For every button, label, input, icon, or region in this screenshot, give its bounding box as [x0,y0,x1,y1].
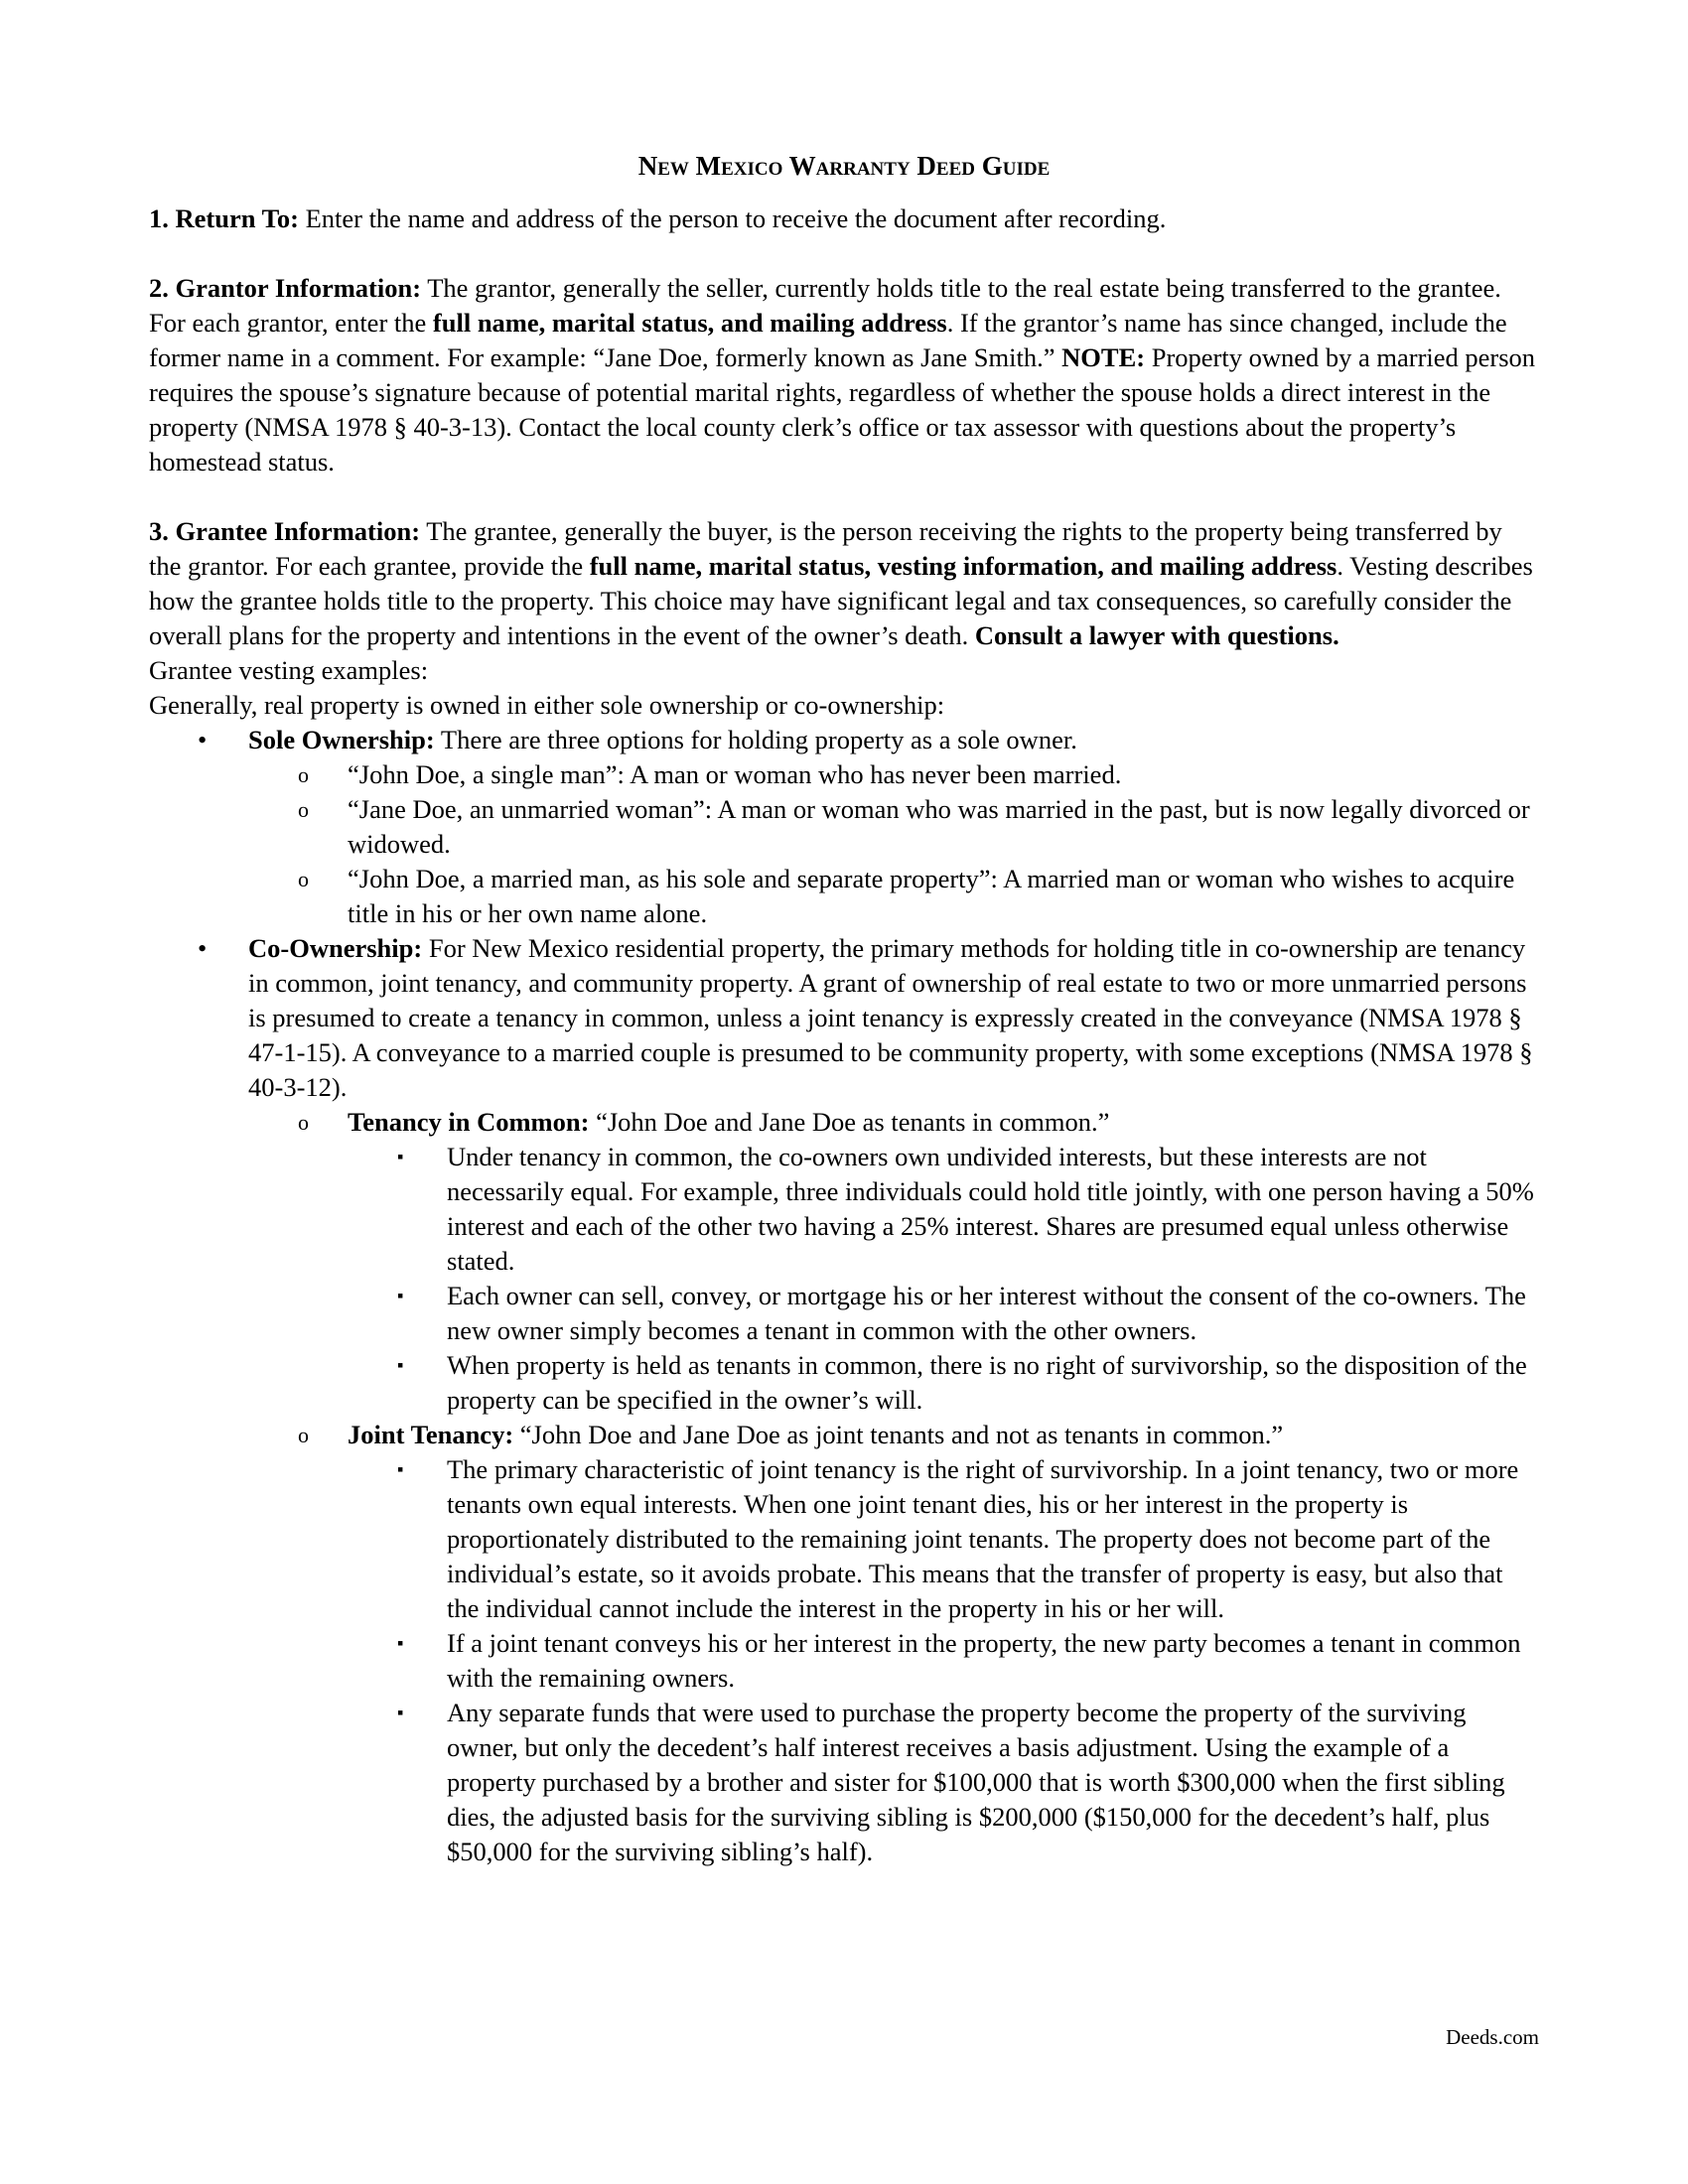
circle-bullet-icon: o [298,762,309,787]
note-label: NOTE: [1061,342,1146,372]
section-grantee-information: 3. Grantee Information: The grantee, generally the buyer, is the person receiving the rights to the property being transferred by the grantor. For each grantee, provide the full name, marital status, vesting information, and mailing address. Vesting describes how the grantee holds title to the property. This choice may have significant legal and tax consequences, so carefully consider the overall plans for the property and intentions in the event of the owner’s death. Consult a lawyer with questions. [149,516,1533,650]
footer-brand: Deeds.com [1446,2025,1539,2049]
vesting-intro: Generally, real property is owned in either sole ownership or co-ownership: [149,690,945,720]
section-return-to: 1. Return To: Enter the name and address of the person to receive the document after recording. [149,204,1167,233]
list-item: ▪ If a joint tenant conveys his or her interest in the property, the new party becomes a tenant in common with the remaining owners. [397,1628,1521,1693]
vesting-label: Grantee vesting examples: [149,655,429,685]
list-item: o “John Doe, a single man”: A man or woman who has never been married. [149,757,1539,792]
section-grantor-information: 2. Grantor Information: The grantor, generally the seller, currently holds title to the real estate being transferred to the grantee. For each grantor, enter the full name, marital status, and mailing address. If the grantor’s name has since changed, include the former name in a comment. For example: “Jane Doe, formerly known as Jane Smith.” NOTE: Property owned by a married person requires the spouse’s signature because of potential marital rights, regardless of whether the spouse holds a direct interest in the property (NMSA 1978 § 40-3-13). Contact the local county clerk’s office or tax assessor with questions about the property’s homestead status. [149,273,1536,477]
square-bullet-icon: ▪ [397,1355,404,1375]
square-bullet-icon: ▪ [397,1286,404,1305]
list-item: ▪ The primary characteristic of joint tenancy is the right of survivorship. In a joint tenancy, two or more tenants own equal interests. When one joint tenant dies, his or her interest in the property is proportionately distributed to the remaining joint tenants. The property does not become part of the individual’s estate, so it avoids probate. This means that the transfer of property is easy, but also that the individual cannot include the interest in the property in his or her will. [397,1454,1519,1623]
circle-bullet-icon: o [298,1423,309,1447]
list-item-tenancy-in-common: o Tenancy in Common: “John Doe and Jane Doe as tenants in common.” [149,1105,1539,1140]
list-item: ▪ Under tenancy in common, the co-owners own undivided interests, but these interests are not necessarily equal. For example, three individuals could hold title jointly, with one person having a 50% interest and each of the other two having a 25% interest. Shares are presumed equal unless otherwise stated. [397,1142,1534,1276]
list-item: ▪ When property is held as tenants in common, there is no right of survivorship, so the disposition of the property can be specified in the owner’s will. [397,1350,1527,1415]
section-heading: 1. Return To: [149,204,299,233]
square-bullet-icon: ▪ [397,1147,404,1166]
list-item: o “Jane Doe, an unmarried woman”: A man or woman who was married in the past, but is now legally divorced or widowed. [298,794,1530,859]
list-item: ▪ Any separate funds that were used to purchase the property become the property of the surviving owner, but only the decedent’s half interest receives a basis adjustment. Using the example of a property purchased by a brother and sister for $100,000 that is worth $300,000 when the first sibling dies, the adjusted basis for the surviving sibling is $200,000 ($150,000 for the decedent’s half, plus $50,000 for the surviving sibling’s half). [397,1698,1505,1866]
list-item: ▪ Each owner can sell, convey, or mortgage his or her interest without the consent of the co-owners. The new owner simply becomes a tenant in common with the other owners. [397,1281,1526,1345]
list-item-joint-tenancy: o Joint Tenancy: “John Doe and Jane Doe as joint tenants and not as tenants in common.” [149,1418,1539,1452]
ownership-list [149,723,1539,1869]
square-bullet-icon: ▪ [397,1633,404,1653]
square-bullet-icon: ▪ [397,1459,404,1479]
circle-bullet-icon: o [298,797,309,822]
list-item: o “John Doe, a married man, as his sole and separate property”: A married man or woman who wishes to acquire title in his or her own name alone. [298,864,1515,928]
list-item-sole-ownership: • Sole Ownership: There are three options for holding property as a sole owner. [149,723,1539,757]
document-page [149,149,1539,1869]
list-item-co-ownership: • Co-Ownership: For New Mexico residential property, the primary methods for holding title in co-ownership are tenancy in common, joint tenancy, and community property. A grant of ownership of real estate to two or more unmarried persons is presumed to create a tenancy in common, unless a joint tenancy is expressly created in the conveyance (NMSA 1978 § 47-1-15). A conveyance to a married couple is presumed to be community property, with some exceptions (NMSA 1978 § 40-3-12). [198,933,1533,1102]
circle-bullet-icon: o [298,867,309,891]
bullet-icon: • [198,933,208,963]
page-title: New Mexico Warranty Deed Guide [637,151,1051,181]
bullet-icon: • [198,725,208,754]
section-heading: 2. Grantor Information: [149,273,422,303]
section-heading: 3. Grantee Information: [149,516,421,546]
circle-bullet-icon: o [298,1110,309,1135]
square-bullet-icon: ▪ [397,1703,404,1722]
